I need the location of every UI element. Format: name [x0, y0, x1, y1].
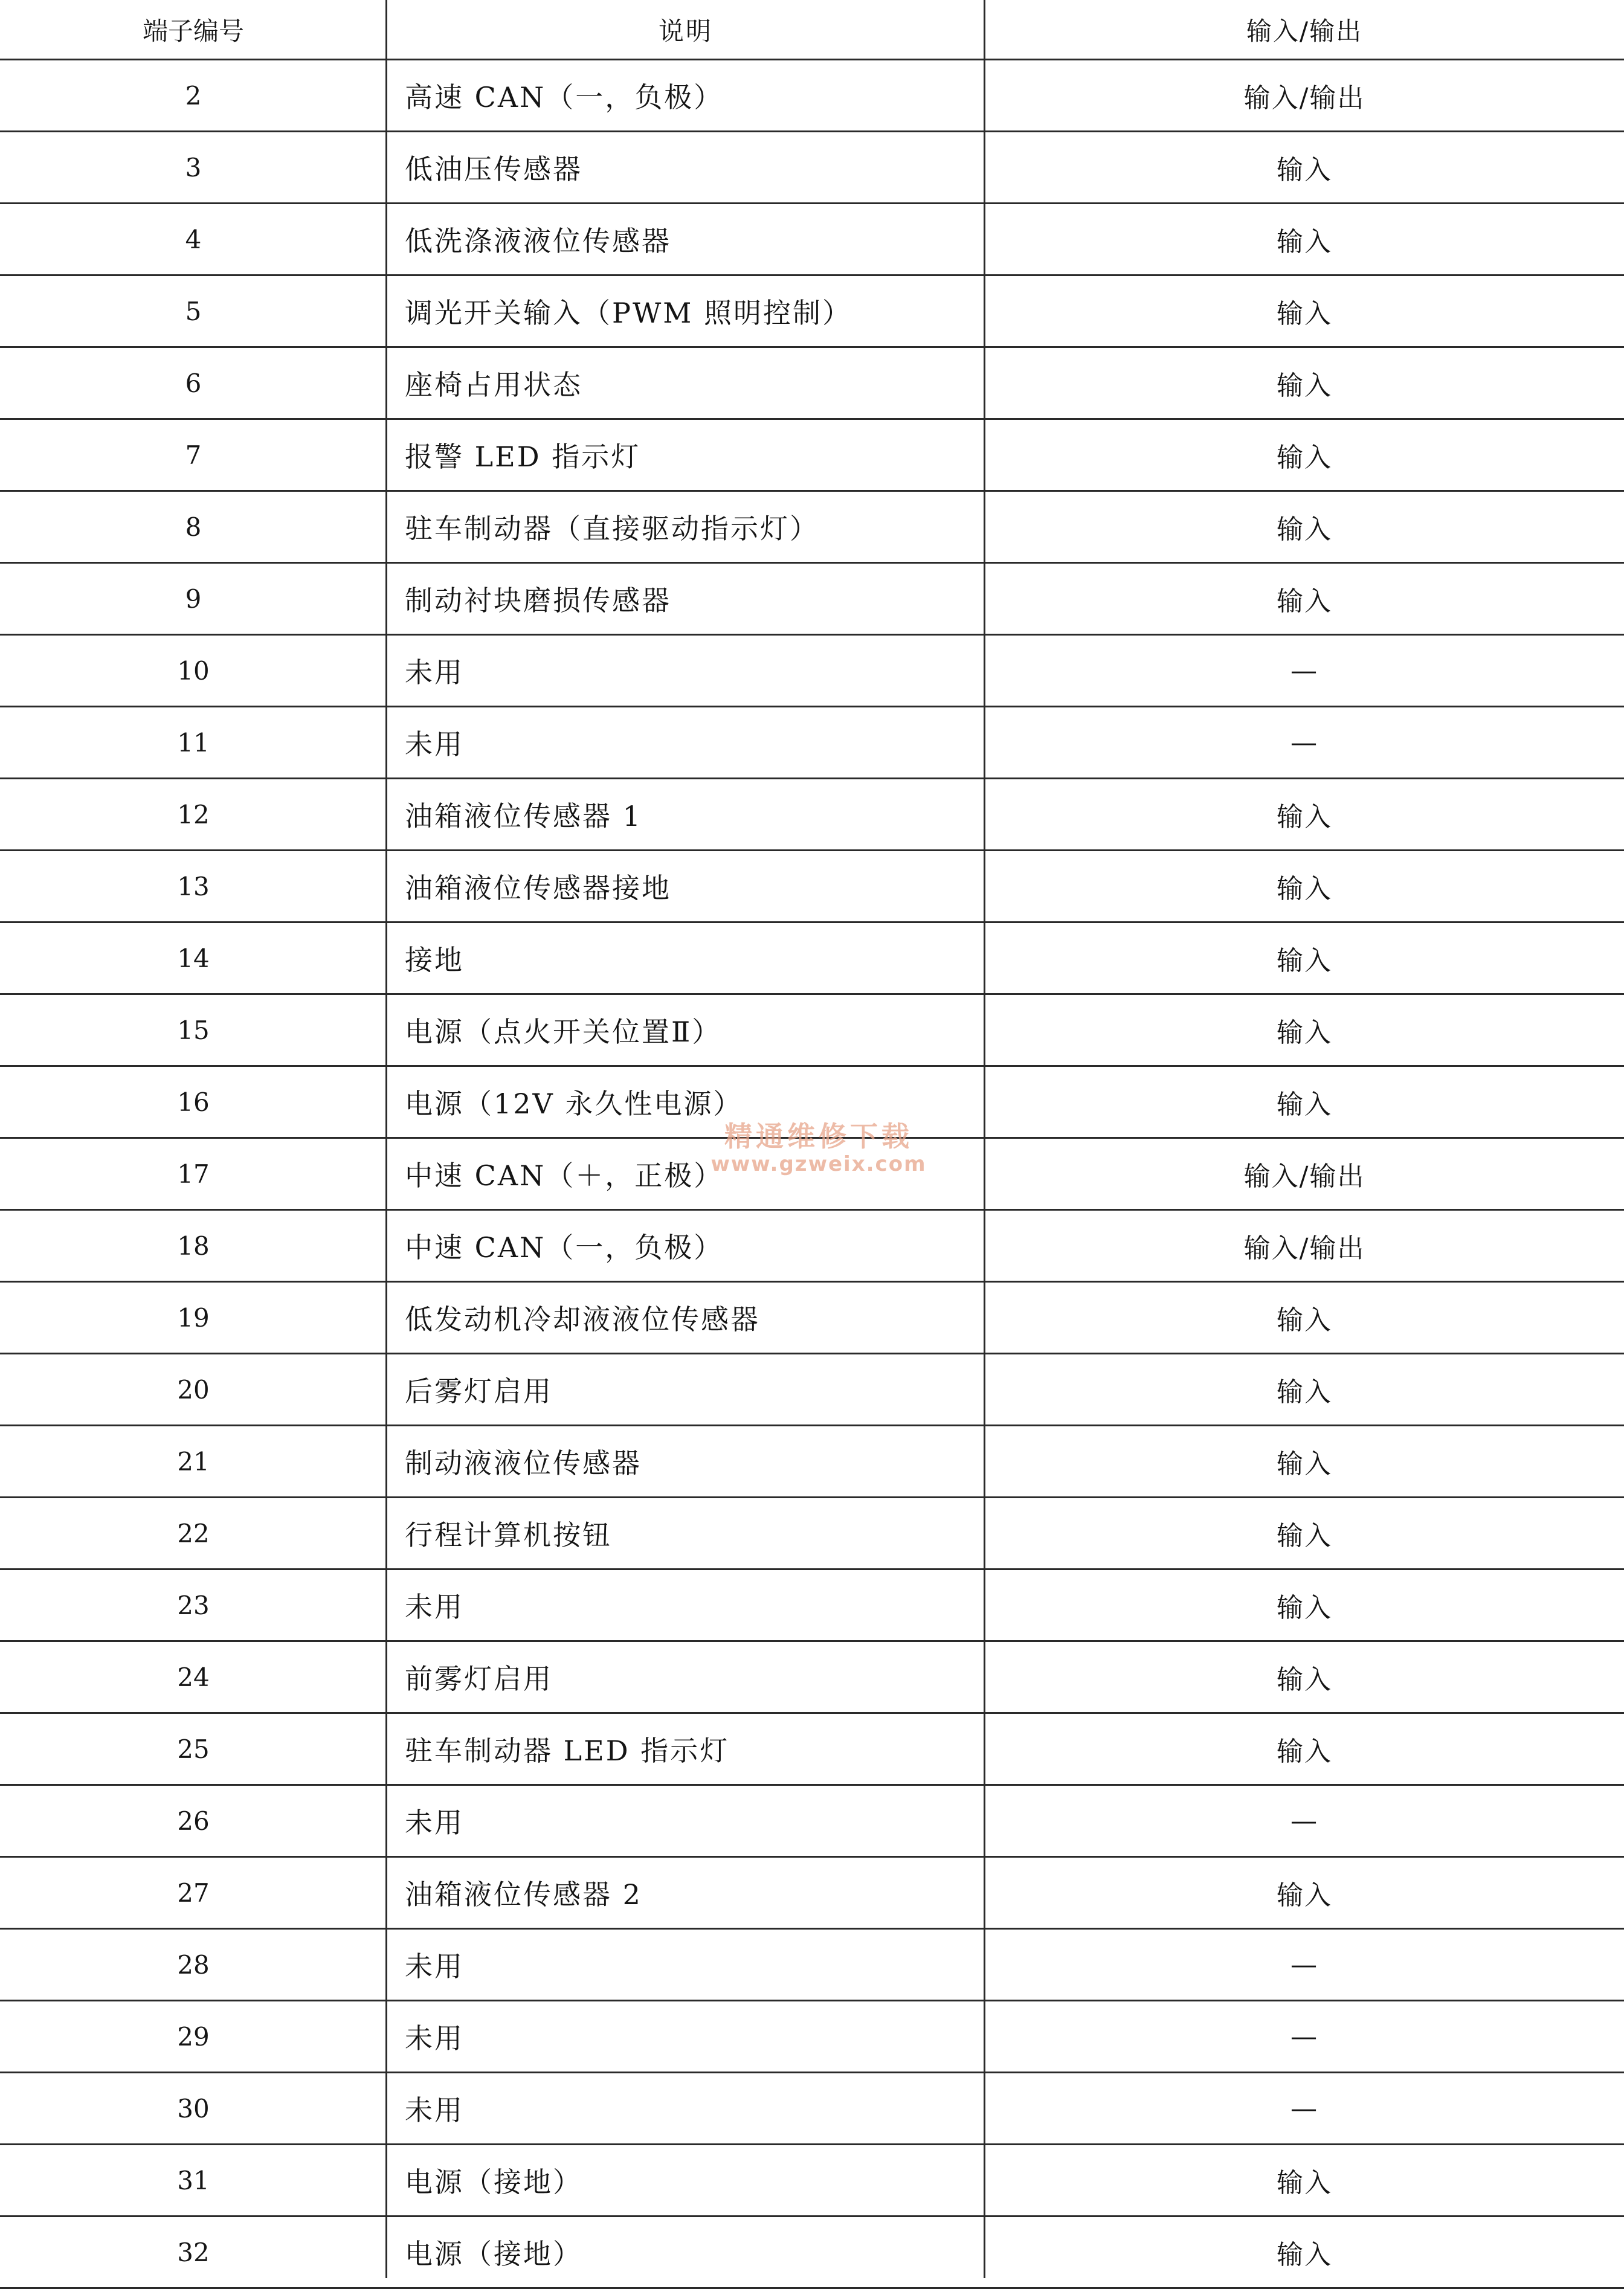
table-row [0, 1283, 1624, 1354]
terminal-number-cell: 17 [177, 1159, 210, 1189]
input-output-cell: 输入 [1277, 1736, 1332, 1767]
table-row [0, 492, 1624, 564]
table-row [0, 1354, 1624, 1426]
description-cell: 电源（接地） [405, 2166, 582, 2198]
description-cell: 低油压传感器 [405, 153, 582, 185]
terminal-number-cell: 10 [177, 655, 210, 686]
table-row [0, 1570, 1624, 1642]
description-cell: 制动衬块磨损传感器 [405, 584, 671, 617]
table-row [0, 276, 1624, 348]
input-output-cell: 输入 [1277, 945, 1332, 976]
table-row [0, 1498, 1624, 1570]
terminal-number-cell: 6 [185, 368, 202, 398]
input-output-cell: 输入 [1277, 1592, 1332, 1623]
terminal-number-cell: 16 [177, 1087, 210, 1117]
input-output-cell: 输入 [1277, 1089, 1332, 1120]
watermark-title: 精通维修下载 [724, 1120, 913, 1153]
terminal-number-cell: 2 [185, 80, 202, 111]
table-row [0, 1714, 1624, 1786]
column-divider [984, 0, 985, 2278]
description-cell: 高速 CAN（一，负极） [405, 81, 724, 114]
input-output-cell: 输入/输出 [1243, 1161, 1365, 1192]
table-row [0, 2001, 1624, 2073]
description-cell: 制动液液位传感器 [405, 1447, 642, 1479]
description-cell: 调光开关输入（PWM 照明控制） [405, 297, 852, 329]
description-cell: 电源（12V 永久性电源） [405, 1087, 743, 1120]
watermark [710, 1115, 927, 1176]
terminal-number-cell: 18 [177, 1231, 210, 1261]
table-row [0, 2217, 1624, 2289]
description-cell: 未用 [405, 656, 464, 689]
header-description: 说明 [658, 16, 713, 46]
input-output-cell: 输入 [1277, 1449, 1332, 1479]
description-cell: 油箱液位传感器 2 [405, 1878, 642, 1911]
input-output-cell: — [1290, 1805, 1318, 1837]
description-cell: 油箱液位传感器 1 [405, 800, 642, 832]
terminal-number-cell: 24 [177, 1662, 210, 1692]
input-output-cell: 输入 [1277, 514, 1332, 545]
table-row [0, 204, 1624, 276]
table-row [0, 1858, 1624, 1930]
column-divider [385, 0, 387, 2278]
terminal-number-cell: 26 [177, 1806, 210, 1836]
terminal-number-cell: 5 [185, 296, 202, 326]
description-cell: 座椅占用状态 [405, 369, 582, 401]
description-cell: 接地 [405, 944, 464, 976]
description-cell: 低洗涤液液位传感器 [405, 225, 671, 257]
input-output-cell: — [1290, 2093, 1318, 2124]
description-cell: 油箱液位传感器接地 [405, 872, 671, 904]
terminal-number-cell: 14 [177, 943, 210, 973]
table-row [0, 132, 1624, 204]
table-row [0, 779, 1624, 851]
input-output-cell: — [1290, 2021, 1318, 2052]
terminal-number-cell: 32 [177, 2237, 210, 2267]
input-output-cell: 输入 [1277, 370, 1332, 401]
table-row [0, 995, 1624, 1067]
description-cell: 未用 [405, 1806, 464, 1839]
terminal-number-cell: 28 [177, 1949, 210, 1980]
input-output-cell: 输入 [1277, 1305, 1332, 1336]
description-cell: 电源（点火开关位置Ⅱ） [405, 1016, 722, 1048]
terminal-number-cell: 15 [177, 1015, 210, 1045]
table-row [0, 1426, 1624, 1498]
input-output-cell: — [1290, 655, 1318, 686]
terminal-number-cell: 11 [177, 727, 210, 758]
terminal-number-cell: 9 [185, 584, 202, 614]
table-row [0, 636, 1624, 707]
description-cell: 中速 CAN（一，负极） [405, 1231, 724, 1264]
table-row [0, 851, 1624, 923]
input-output-cell: 输入 [1277, 802, 1332, 832]
table-row [0, 923, 1624, 995]
terminal-number-cell: 3 [185, 152, 202, 182]
input-output-cell: 输入 [1277, 227, 1332, 257]
watermark-url: www.gzweix.com [710, 1152, 927, 1176]
description-cell: 后雾灯启用 [405, 1375, 553, 1408]
table-header-row [0, 0, 1624, 60]
terminal-number-cell: 4 [185, 224, 202, 254]
table-row [0, 60, 1624, 132]
input-output-cell: 输入 [1277, 1880, 1332, 1911]
input-output-cell: 输入 [1277, 2239, 1332, 2270]
input-output-cell: 输入 [1277, 1377, 1332, 1408]
table-row [0, 1930, 1624, 2001]
input-output-cell: 输入 [1277, 298, 1332, 329]
input-output-cell: 输入 [1277, 442, 1332, 473]
terminal-number-cell: 22 [177, 1518, 210, 1548]
input-output-cell: 输入 [1277, 155, 1332, 185]
input-output-cell: 输入/输出 [1243, 83, 1365, 114]
input-output-cell: — [1290, 727, 1318, 758]
header-terminal-number: 端子编号 [142, 16, 244, 46]
input-output-cell: 输入 [1277, 1017, 1332, 1048]
terminal-number-cell: 30 [177, 2093, 210, 2123]
input-output-cell: 输入 [1277, 1664, 1332, 1695]
table-row [0, 420, 1624, 492]
input-output-cell: 输入 [1277, 2168, 1332, 2198]
table-row [0, 1786, 1624, 1858]
header-input-output: 输入/输出 [1246, 16, 1363, 46]
input-output-cell: 输入 [1277, 586, 1332, 617]
terminal-number-cell: 31 [177, 2165, 210, 2195]
terminal-number-cell: 29 [177, 2021, 210, 2052]
description-cell: 未用 [405, 1591, 464, 1623]
description-cell: 低发动机冷却液液位传感器 [405, 1303, 760, 1336]
input-output-cell: — [1290, 1949, 1318, 1980]
table-row [0, 1642, 1624, 1714]
table-row [0, 707, 1624, 779]
terminal-number-cell: 8 [185, 512, 202, 542]
table-row [0, 2145, 1624, 2217]
table-row [0, 348, 1624, 420]
terminal-number-cell: 19 [177, 1302, 210, 1333]
terminal-number-cell: 21 [177, 1446, 210, 1476]
terminal-number-cell: 7 [185, 440, 202, 470]
terminal-number-cell: 13 [177, 871, 210, 901]
table-row [0, 1211, 1624, 1283]
description-cell: 未用 [405, 1950, 464, 1983]
description-cell: 报警 LED 指示灯 [405, 440, 641, 473]
description-cell: 驻车制动器 LED 指示灯 [405, 1734, 730, 1767]
description-cell: 电源（接地） [405, 2238, 582, 2270]
description-cell: 未用 [405, 728, 464, 761]
description-cell: 驻车制动器（直接驱动指示灯） [405, 512, 819, 545]
input-output-cell: 输入/输出 [1243, 1233, 1365, 1264]
input-output-cell: 输入 [1277, 1521, 1332, 1551]
description-cell: 行程计算机按钮 [405, 1519, 612, 1551]
description-cell: 前雾灯启用 [405, 1663, 553, 1695]
description-cell: 未用 [405, 2022, 464, 2055]
terminal-number-cell: 12 [177, 799, 210, 829]
terminal-number-cell: 20 [177, 1374, 210, 1405]
terminal-number-cell: 25 [177, 1734, 210, 1764]
description-cell: 未用 [405, 2094, 464, 2126]
terminal-number-cell: 23 [177, 1590, 210, 1620]
table-row [0, 564, 1624, 636]
table-row [0, 2073, 1624, 2145]
input-output-cell: 输入 [1277, 874, 1332, 904]
description-cell: 中速 CAN（＋，正极） [405, 1159, 724, 1192]
terminal-number-cell: 27 [177, 1878, 210, 1908]
